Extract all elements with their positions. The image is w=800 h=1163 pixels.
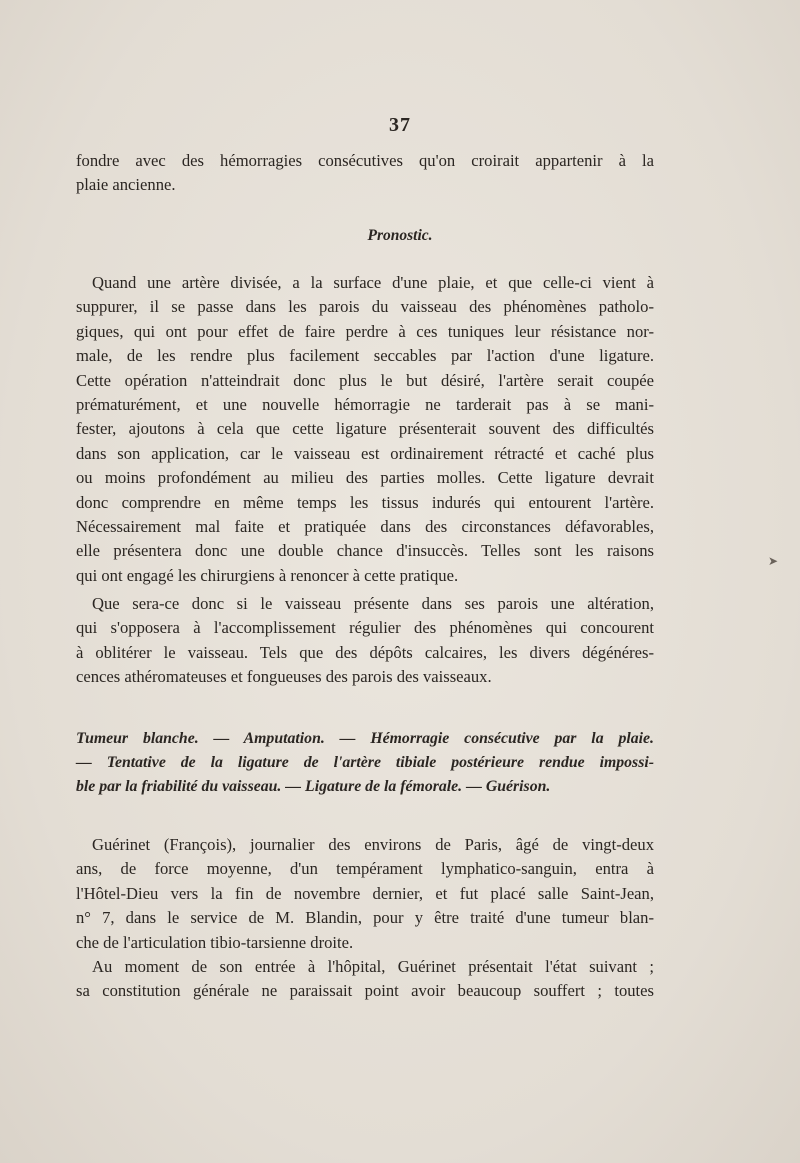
case-paragraph-1 xyxy=(76,833,654,955)
text-line: plaie ancienne. xyxy=(76,175,176,195)
page-number: 37 xyxy=(389,114,411,136)
text-line: qui ont engagé les chirurgiens à renoncer à cette pratique. xyxy=(76,565,459,585)
text-line: ou moins profondément au milieu des parties molles. Cette ligature devrait xyxy=(76,468,654,488)
prognosis-paragraph-1 xyxy=(76,271,654,588)
text-line: che de l'articulation tibio-tarsienne droite. xyxy=(76,932,354,952)
case-title xyxy=(76,727,654,800)
text-line: fondre avec des hémorragies consécutives qu'on croirait appartenir à la xyxy=(76,151,654,170)
text-line: sa constitution générale ne paraissait point avoir beaucoup souffert ; toutes xyxy=(76,981,654,1001)
case-paragraph-2 xyxy=(76,955,654,1004)
text-line: n° 7, dans le service de M. Blandin, pour y être traité d'une tumeur blan- xyxy=(76,908,654,928)
text-line: fester, ajoutons à cela que cette ligature présenterait souvent des difficultés xyxy=(76,419,654,439)
text-line: l'Hôtel-Dieu vers la fin de novembre dernier, et fut placé salle Saint-Jean, xyxy=(76,883,654,903)
text-line: giques, qui ont pour effet de faire perdre à ces tuniques leur résistance nor- xyxy=(76,321,654,341)
text-line: à oblitérer le vaisseau. Tels que des dépôts calcaires, les divers dégénéres- xyxy=(76,642,654,662)
text-line: Au moment de son entrée à l'hôpital, Guérinet présentait l'état suivant ; xyxy=(92,957,654,976)
text-line: male, de les rendre plus facilement seccables par l'action d'une ligature. xyxy=(76,346,654,366)
case-title-line: ble par la friabilité du vaisseau. — Ligature de la fémorale. — Guérison. xyxy=(76,778,551,796)
text-line: cences athéromateuses et fongueuses des parois des vaisseaux. xyxy=(76,667,492,687)
case-title-line: Tumeur blanche. — Amputation. — Hémorragie consécutive par la plaie. xyxy=(76,730,654,747)
text-line: qui s'opposera à l'accomplissement régulier des phénomènes qui concourent xyxy=(76,618,654,638)
text-line: suppurer, il se passe dans les parois du vaisseau des phénomènes patholo- xyxy=(76,297,654,317)
text-line: prématurément, et une nouvelle hémorragie ne tarderait pas à se mani- xyxy=(76,395,654,415)
text-line: elle présentera donc une double chance d'insuccès. Telles sont les raisons xyxy=(76,541,654,561)
text-line: Guérinet (François), journalier des environs de Paris, âgé de vingt-deux xyxy=(92,835,654,854)
text-line: Nécessairement mal faite et pratiquée dans des circonstances défavorables, xyxy=(76,517,654,537)
text-line: donc comprendre en même temps les tissus indurés qui entourent l'artère. xyxy=(76,492,654,512)
text-line: Cette opération n'atteindrait donc plus le but désiré, l'artère serait coupée xyxy=(76,370,654,390)
case-title-line: — Tentative de la ligature de l'artère tibiale postérieure rendue impossi- xyxy=(76,754,654,772)
margin-arrow-icon: ➤ xyxy=(768,554,779,568)
section-heading: Pronostic. xyxy=(367,227,433,244)
text-line: dans son application, car le vaisseau est ordinairement rétracté et caché plus xyxy=(76,443,654,463)
text-line: Quand une artère divisée, a la surface d'une plaie, et que celle-ci vient à xyxy=(92,273,654,292)
text-line: Que sera-ce donc si le vaisseau présente dans ses parois une altération, xyxy=(92,594,654,613)
text-line: ans, de force moyenne, d'un tempérament lymphatico-sanguin, entra à xyxy=(76,859,654,879)
prognosis-paragraph-2 xyxy=(76,592,654,690)
top-paragraph xyxy=(76,149,654,198)
